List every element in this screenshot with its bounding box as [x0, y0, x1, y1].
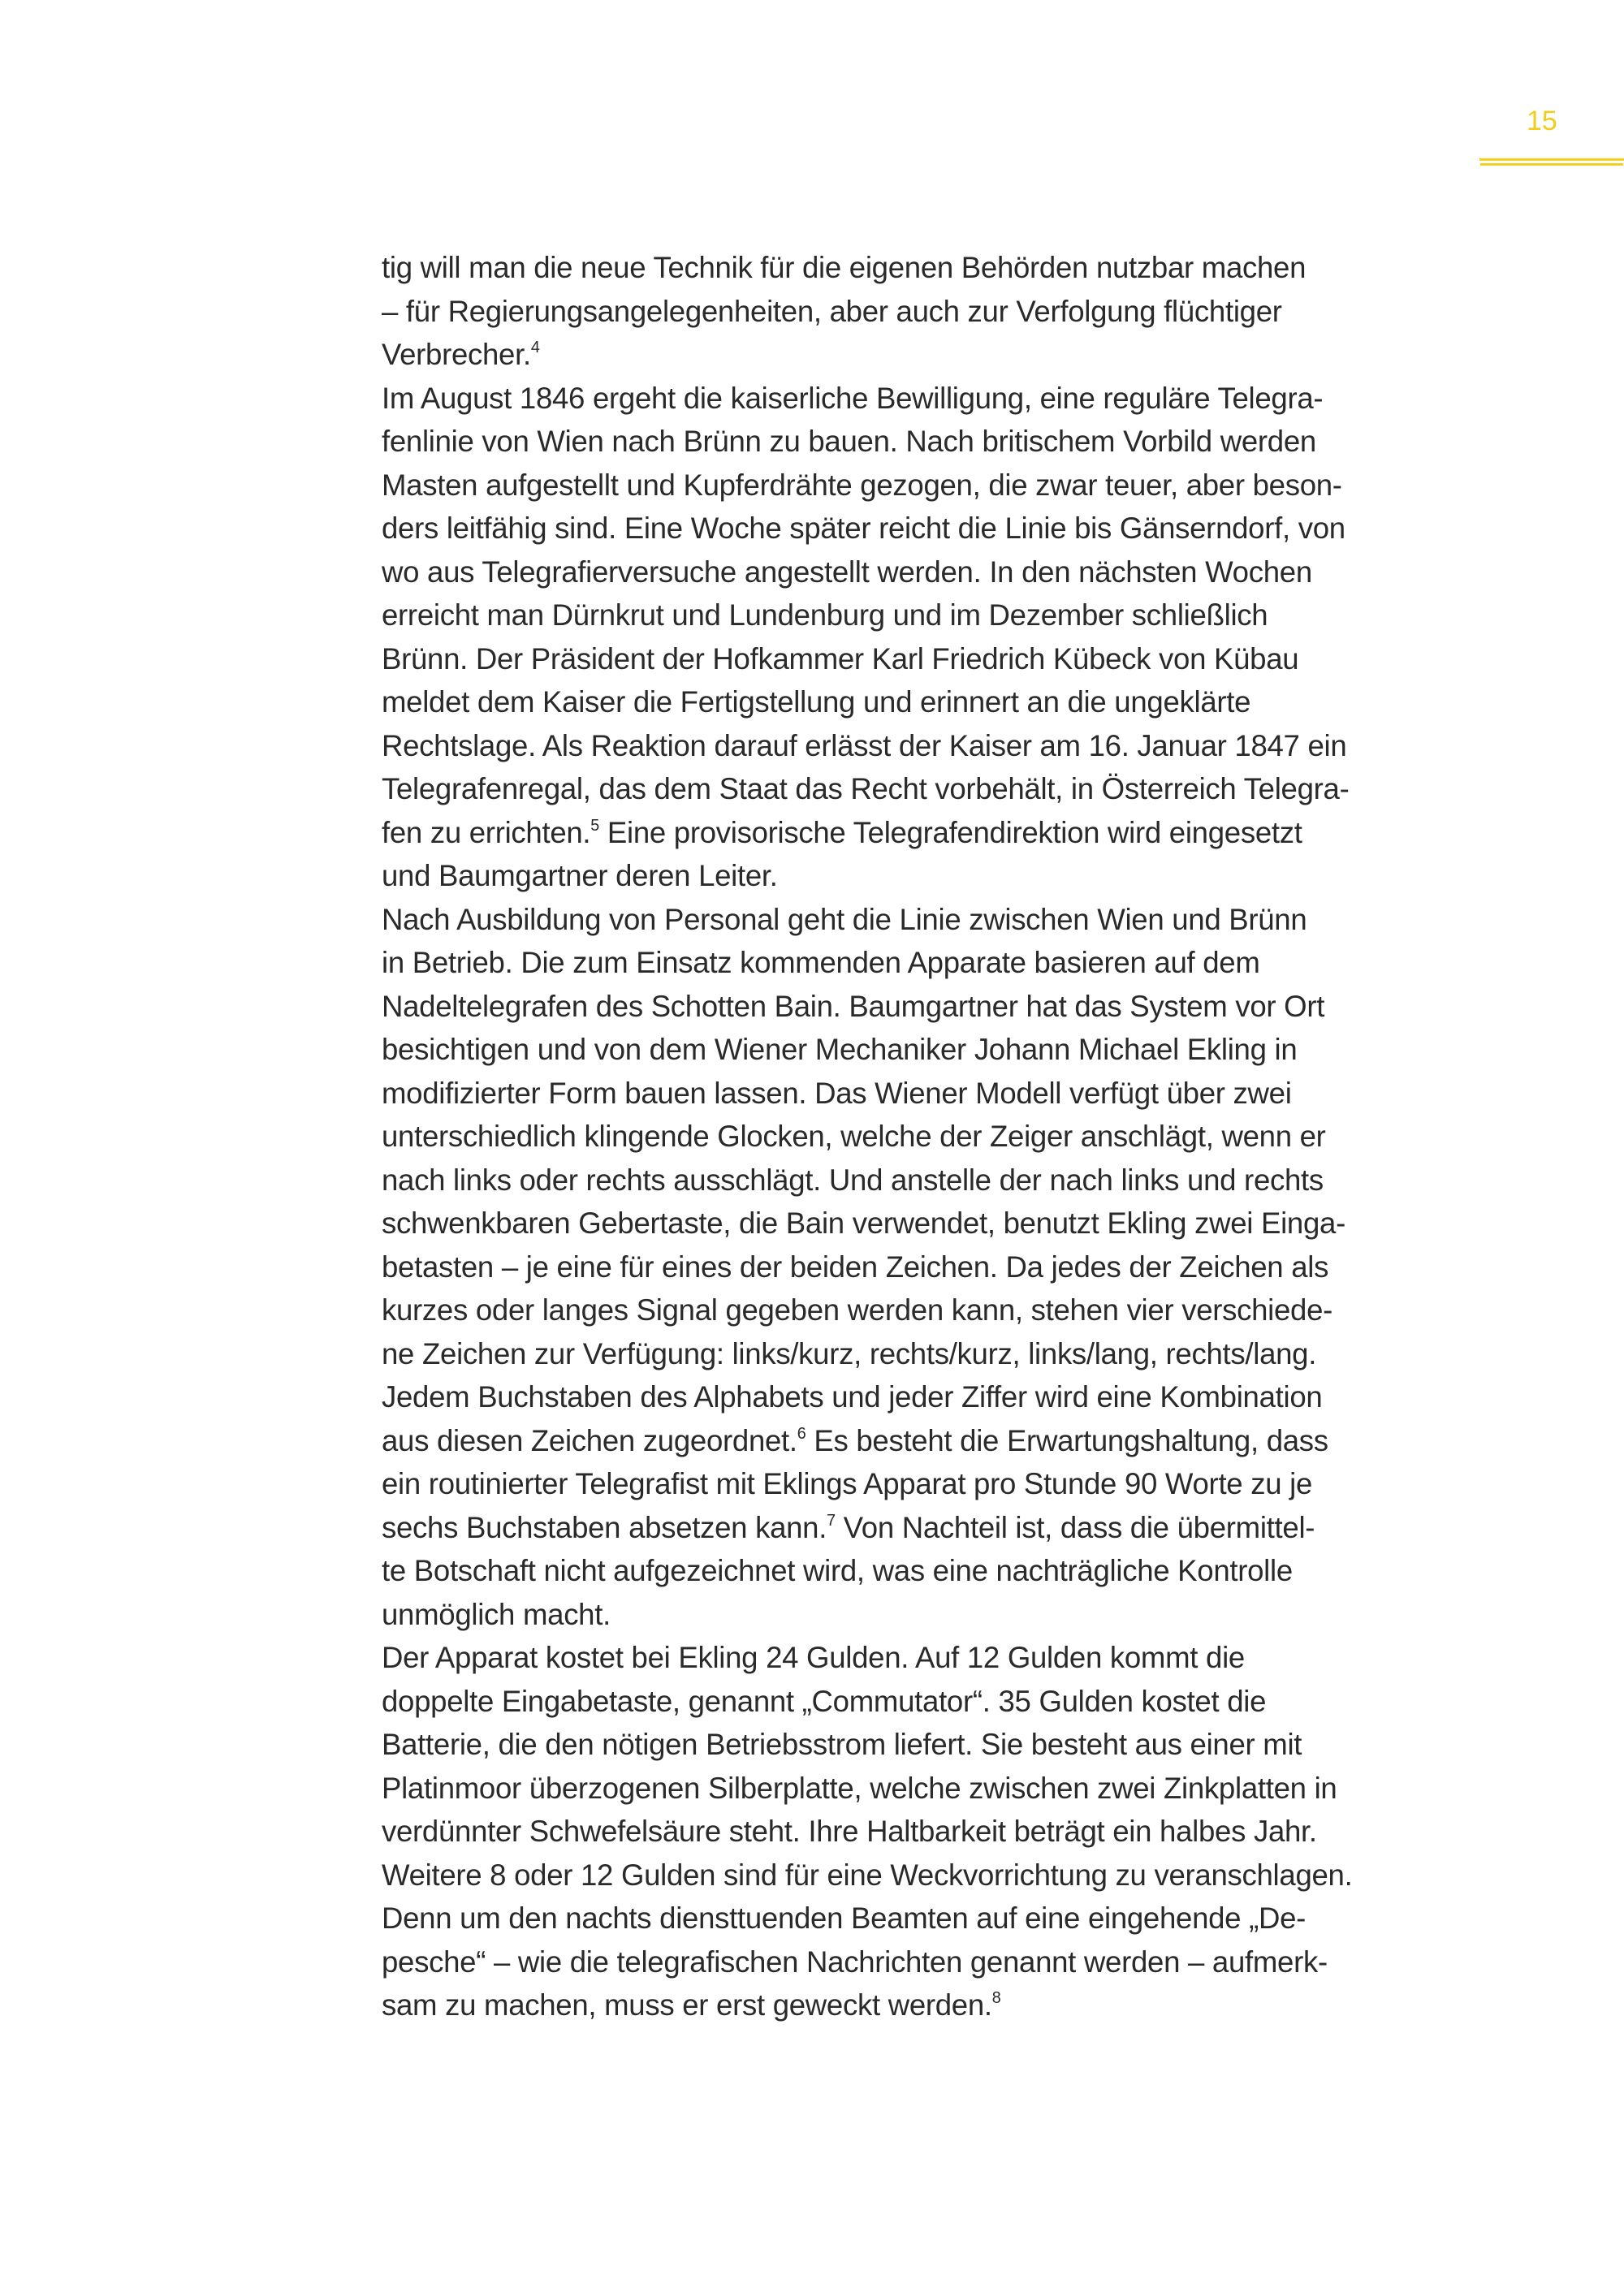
text-line [382, 1897, 1458, 1940]
text-line [382, 1723, 1458, 1767]
line-text: besichtigen und von dem Wiener Mechaniker Johann Michael Ekling in [382, 1033, 1298, 1066]
line-text: doppelte Eingabetaste, genannt „Commutator“. 35 Gulden kostet die [382, 1684, 1267, 1718]
line-text: Denn um den nachts diensttuenden Beamten auf eine eingehende „De- [382, 1901, 1307, 1935]
text-line [382, 594, 1458, 637]
line-text: Verbrecher. [382, 338, 531, 371]
line-text: unterschiedlich klingende Glocken, welche der Zeiger anschlägt, wenn er [382, 1120, 1326, 1153]
line-text: ne Zeichen zur Verfügung: links/kurz, rechts/kurz, links/lang, rechts/lang. [382, 1336, 1317, 1370]
text-line [382, 1549, 1458, 1593]
footnote-reference: 7 [827, 1511, 836, 1530]
line-text: Jedem Buchstaben des Alphabets und jeder Ziffer wird eine Kombination [382, 1380, 1323, 1414]
page-number: 15 [1527, 106, 1557, 136]
text-line [382, 420, 1458, 464]
text-line [382, 1072, 1458, 1116]
line-text: Brünn. Der Präsident der Hofkammer Karl Friedrich Kübeck von Kübau [382, 641, 1299, 676]
text-line [382, 1288, 1458, 1332]
line-text: betasten – je eine für eines der beiden Zeichen. Da jedes der Zeichen als [382, 1250, 1329, 1284]
text-line [382, 507, 1458, 550]
line-text: Batterie, die den nötigen Betriebsstrom liefert. Sie besteht aus einer mit [382, 1728, 1302, 1761]
line-text: pesche“ – wie die telegrafischen Nachrichten genannt werden – aufmerk- [382, 1945, 1328, 1979]
line-text: und Baumgartner deren Leiter. [382, 859, 778, 892]
line-text: te Botschaft nicht aufgezeichnet wird, was eine nachträgliche Kontrolle [382, 1554, 1293, 1587]
text-line [382, 1506, 1458, 1550]
line-text: Nach Ausbildung von Personal geht die Linie zwischen Wien und Brünn [382, 902, 1307, 936]
text-line [382, 1159, 1458, 1202]
line-text: erreicht man Dürnkrut und Lundenburg und im Dezember schließlich [382, 598, 1268, 632]
line-text: – für Regierungsangelegenheiten, aber auch zur Verfolgung flüchtiger [382, 294, 1282, 328]
text-line [382, 1375, 1458, 1419]
text-line [382, 1202, 1458, 1245]
line-text: aus diesen Zeichen zugeordnet. [382, 1423, 797, 1457]
line-text: wo aus Telegrafierversuche angestellt werden. In den nächsten Wochen [382, 555, 1312, 589]
text-line [382, 1593, 1458, 1637]
text-line [382, 377, 1458, 421]
line-text: Nadeltelegrafen des Schotten Bain. Baumgartner hat das System vor Ort [382, 989, 1325, 1023]
text-line [382, 246, 1458, 290]
text-line [382, 1115, 1458, 1159]
text-line [382, 1028, 1458, 1072]
line-text: ein routinierter Telegrafist mit Eklings Apparat pro Stunde 90 Worte zu je [382, 1467, 1313, 1500]
line-text: modifizierter Form bauen lassen. Das Wiener Modell verfügt über zwei [382, 1076, 1292, 1110]
text-line [382, 1810, 1458, 1854]
text-line [382, 680, 1458, 724]
text-line [382, 550, 1458, 594]
line-text: unmöglich macht. [382, 1597, 611, 1631]
text-line [382, 1462, 1458, 1506]
line-text: tig will man die neue Technik für die eigenen Behörden nutzbar machen [382, 251, 1307, 284]
line-text: Der Apparat kostet bei Ekling 24 Gulden. Auf 12 Gulden kommt die [382, 1641, 1245, 1674]
line-text: fen zu errichten. [382, 815, 591, 849]
line-text-continued: Von Nachteil ist, dass die übermittel- [835, 1510, 1315, 1544]
text-line [382, 985, 1458, 1029]
text-line [382, 1245, 1458, 1289]
text-line [382, 333, 1458, 377]
text-line [382, 1419, 1458, 1463]
text-line [382, 1680, 1458, 1724]
line-text: Masten aufgestellt und Kupferdrähte gezogen, die zwar teuer, aber beson- [382, 468, 1342, 502]
line-text: verdünnter Schwefelsäure steht. Ihre Haltbarkeit beträgt ein halbes Jahr. [382, 1815, 1317, 1848]
line-text: Rechtslage. Als Reaktion darauf erlässt der Kaiser am 16. Januar 1847 ein [382, 728, 1347, 762]
text-line [382, 854, 1458, 898]
line-text: ders leitfähig sind. Eine Woche später reicht die Linie bis Gänserndorf, von [382, 511, 1345, 545]
text-line [382, 724, 1458, 768]
line-text-continued: Es besteht die Erwartungshaltung, dass [806, 1423, 1328, 1457]
text-line [382, 941, 1458, 985]
footnote-reference: 4 [530, 339, 540, 356]
footnote-reference: 5 [590, 816, 600, 835]
text-line [382, 1332, 1458, 1376]
text-line [382, 637, 1458, 681]
line-text: sam zu machen, muss er erst geweckt werden. [382, 1988, 992, 2022]
line-text: fenlinie von Wien nach Brünn zu bauen. Nach britischem Vorbild werden [382, 425, 1316, 458]
line-text: nach links oder rechts ausschlägt. Und anstelle der nach links und rechts [382, 1163, 1324, 1197]
footnote-reference: 8 [991, 1989, 1001, 2007]
text-line [382, 464, 1458, 507]
line-text: kurzes oder langes Signal gegeben werden kann, stehen vier verschiede- [382, 1293, 1333, 1327]
text-line [382, 898, 1458, 942]
line-text: Telegrafenregal, das dem Staat das Recht vorbehält, in Österreich Telegra- [382, 772, 1350, 805]
line-text: Platinmoor überzogenen Silberplatte, welche zwischen zwei Zinkplatten in [382, 1771, 1337, 1805]
line-text: in Betrieb. Die zum Einsatz kommenden Apparate basieren auf dem [382, 946, 1260, 979]
line-text: Weitere 8 oder 12 Gulden sind für eine Weckvorrichtung zu veranschlagen. [382, 1858, 1353, 1892]
text-line [382, 290, 1458, 334]
text-line [382, 1854, 1458, 1897]
line-text: schwenkbaren Gebertaste, die Bain verwendet, benutzt Ekling zwei Einga- [382, 1206, 1345, 1240]
footnote-reference: 6 [797, 1424, 806, 1443]
body-text [382, 246, 1470, 2027]
text-line [382, 1767, 1458, 1811]
line-text: meldet dem Kaiser die Fertigstellung und erinnert an die ungeklärte [382, 685, 1251, 719]
line-text: sechs Buchstaben absetzen kann. [382, 1510, 827, 1544]
text-line [382, 1636, 1458, 1680]
text-line [382, 1983, 1458, 2027]
text-line [382, 811, 1458, 855]
text-line [382, 1940, 1458, 1984]
line-text-continued: Eine provisorische Telegrafendirektion wird eingesetzt [599, 815, 1302, 849]
header-rule [1479, 158, 1624, 162]
text-line [382, 767, 1458, 811]
line-text: Im August 1846 ergeht die kaiserliche Bewilligung, eine reguläre Telegra- [382, 381, 1324, 415]
